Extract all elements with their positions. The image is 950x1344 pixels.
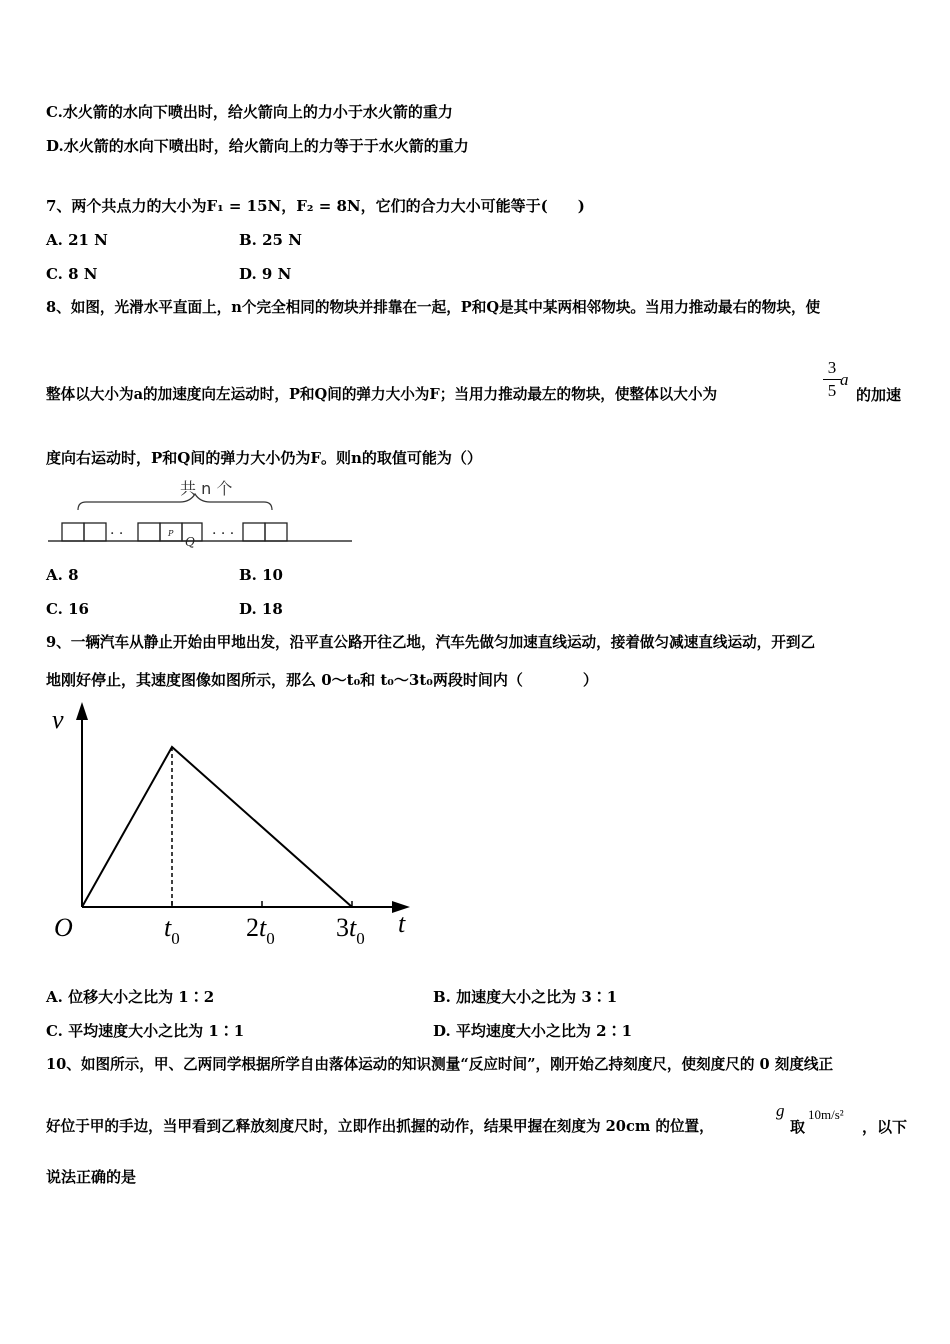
block: [84, 523, 106, 541]
q8-option-d: D. 18: [239, 600, 283, 618]
q7-option-c: C. 8 N: [46, 265, 98, 283]
q8-line-2-text: 整体以大小为a的加速度向左运动时，P和Q间的弹力大小为F；当用力推动最左的物块，使整体以大小为: [46, 386, 718, 403]
q8-line-2-tail: 的加速: [856, 386, 902, 404]
q7-option-a: A. 21 N: [46, 231, 108, 249]
q10-line-2-tail: ，以下: [862, 1118, 908, 1136]
q9-line-2: 地刚好停止，其速度图像如图所示，那么 0～t₀和 t₀～3t₀两段时间内（ ）: [46, 671, 598, 689]
x-tick-label: $3t_0$: [336, 913, 365, 948]
brace-icon: [78, 494, 272, 510]
q8-option-b: B. 10: [239, 566, 283, 584]
q10-line-3: 说法正确的是: [46, 1168, 137, 1186]
x-axis-label: t: [398, 909, 406, 938]
label-q: Q: [185, 535, 195, 549]
q8-line-2: [46, 385, 717, 405]
q8-line-1: 8、如图，光滑水平直面上，n个完全相同的物块并排靠在一起，P和Q是其中某两相邻物块。当用力推动最右的物块，使: [46, 299, 821, 316]
y-axis-label: v: [52, 705, 64, 734]
origin-label: O: [54, 913, 73, 942]
q9-option-d: D. 平均速度大小之比为 2∶1: [433, 1022, 633, 1040]
q8-fraction: [823, 358, 841, 401]
fraction-variable: a: [840, 370, 849, 389]
q9-option-c: C. 平均速度大小之比为 1∶1: [46, 1022, 245, 1040]
q6-option-c: C.水火箭的水向下喷出时，给火箭向上的力小于水火箭的重力: [46, 103, 453, 121]
x-tick-label: $2t_0$: [246, 913, 275, 948]
x-tick-label: $t_0$: [164, 913, 180, 948]
fraction-bar: [823, 379, 841, 380]
block: [138, 523, 160, 541]
q8-line-3: 度向右运动时，P和Q间的弹力大小仍为F。则n的取值可能为（）: [46, 449, 482, 467]
q7-option-b: B. 25 N: [239, 231, 302, 249]
block: [243, 523, 265, 541]
block: [62, 523, 84, 541]
ellipsis-dots: · · ·: [212, 526, 235, 542]
chart-ticks: [164, 901, 365, 948]
fraction-numerator: 3: [827, 358, 837, 377]
label-p: P: [168, 529, 174, 538]
q9-option-b: B. 加速度大小之比为 3∶1: [433, 988, 618, 1006]
q6-option-d: D.水火箭的水向下喷出时，给火箭向上的力等于于水火箭的重力: [46, 137, 469, 155]
q7-stem: 7、两个共点力的大小为F₁ = 15N，F₂ = 8N，它们的合力大小可能等于( ): [46, 197, 585, 215]
block: [265, 523, 287, 541]
q9-option-a: A. 位移大小之比为 1∶2: [46, 988, 215, 1006]
g-value: 10m/s²: [808, 1107, 844, 1122]
q10-line-2: 好位于甲的手边，当甲看到乙释放刻度尺时，立即作出抓握的动作，结果甲握在刻度为 20cm 的位置，: [46, 1118, 714, 1135]
q9-line-1: 9、一辆汽车从静止开始由甲地出发，沿平直公路开往乙地，汽车先做匀加速直线运动，接着做匀减速直线运动，开到乙: [46, 634, 816, 651]
q10-line-1: 10、如图所示，甲、乙两同学根据所学自由落体运动的知识测量“反应时间”，刚开始乙持刻度尺，使刻度尺的 0 刻度线正: [46, 1056, 834, 1073]
q7-option-d: D. 9 N: [239, 265, 292, 283]
blocks-figure: [40, 472, 360, 552]
y-axis-arrow-icon: [76, 702, 88, 720]
fraction-denominator: 5: [827, 381, 837, 400]
q8-option-c: C. 16: [46, 600, 89, 618]
axes: [82, 708, 402, 907]
g-take-word: 取: [790, 1118, 806, 1136]
figure-label: 共 n 个: [180, 479, 233, 498]
g-symbol: g: [776, 1101, 785, 1120]
velocity-time-chart: [40, 700, 420, 960]
ellipsis-dots: · ·: [110, 526, 124, 542]
velocity-series-line: [82, 747, 352, 907]
q8-option-a: A. 8: [46, 566, 79, 584]
chart-marks: [82, 747, 352, 907]
